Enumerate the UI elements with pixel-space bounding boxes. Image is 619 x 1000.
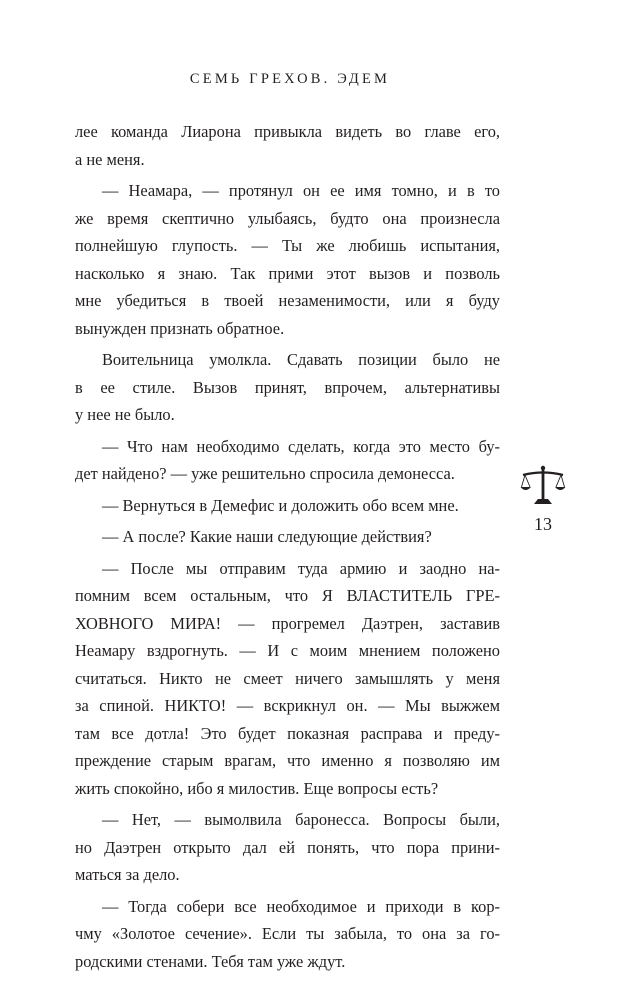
page-number: 13 <box>534 514 552 534</box>
text-line: считаться. Никто не смеет ничего замышлять у меня <box>75 668 500 688</box>
text-line: — Нет, — вымолвила баронесса. Вопросы были, <box>102 810 500 829</box>
text-line: — После мы отправим туда армию и заодно на- <box>102 558 500 578</box>
text-line: Воительница умолкла. Сдавать позиции было не <box>102 350 500 369</box>
text-line: в ее стиле. Вызов принят, впрочем, альтернативы <box>75 377 500 397</box>
text-line: — Тогда собери все необходимое и приходи в кор- <box>102 896 500 916</box>
text-line: чму «Золотое сечение». Если ты забыла, то она за го- <box>75 924 500 943</box>
text-line: родскими стенами. Тебя там уже ждут. <box>75 951 346 971</box>
running-head: СЕМЬ ГРЕХОВ. ЭДЕМ <box>189 71 391 87</box>
text-line: ХОВНОГО МИРА! — прогремел Даэтрен, заставив <box>75 613 500 633</box>
text-line: маться за дело. <box>75 865 180 884</box>
text-line: полнейшую глупость. — Ты же любишь испытания, <box>75 236 500 255</box>
text-line: вынужден признать обратное. <box>75 318 285 338</box>
text-line: дет найдено? — уже решительно спросила демонесса. <box>75 464 455 483</box>
text-line: а не меня. <box>75 149 145 169</box>
scales-icon <box>520 462 566 508</box>
text-line: жить спокойно, ибо я милостив. Еще вопросы есть? <box>75 778 439 798</box>
text-line: — Вернуться в Демефис и доложить обо всем мне. <box>102 495 459 515</box>
body-text <box>75 118 500 975</box>
text-line: же время скептично улыбаясь, будто она произнесла <box>75 208 500 228</box>
text-line: — Что нам необходимо сделать, когда это место бу- <box>102 436 500 456</box>
text-line: преждение старым врагам, что именно я позволяю им <box>75 751 500 770</box>
text-line: помним всем остальным, что Я ВЛАСТИТЕЛЬ ГРЕ- <box>75 586 500 605</box>
text-line: но Даэтрен открыто дал ей понять, что пора прини- <box>75 837 500 857</box>
text-line: мне убедиться в твоей незаменимости, или я буду <box>75 291 500 310</box>
text-line: там все дотла! Это будет показная расправа и преду- <box>75 723 500 743</box>
text-line: насколько я знаю. Так прими этот вызов и позволь <box>75 263 500 283</box>
text-line: лее команда Лиарона привыкла видеть во главе его, <box>75 122 500 141</box>
text-line: Неамару вздрогнуть. — И с моим мнением положено <box>75 641 500 660</box>
text-line: у нее не было. <box>75 405 175 424</box>
text-line: за спиной. НИКТО! — вскрикнул он. — Мы выжжем <box>75 696 500 715</box>
text-line: — А после? Какие наши следующие действия? <box>102 527 432 546</box>
text-line: — Неамара, — протянул он ее имя томно, и в то <box>102 181 500 200</box>
